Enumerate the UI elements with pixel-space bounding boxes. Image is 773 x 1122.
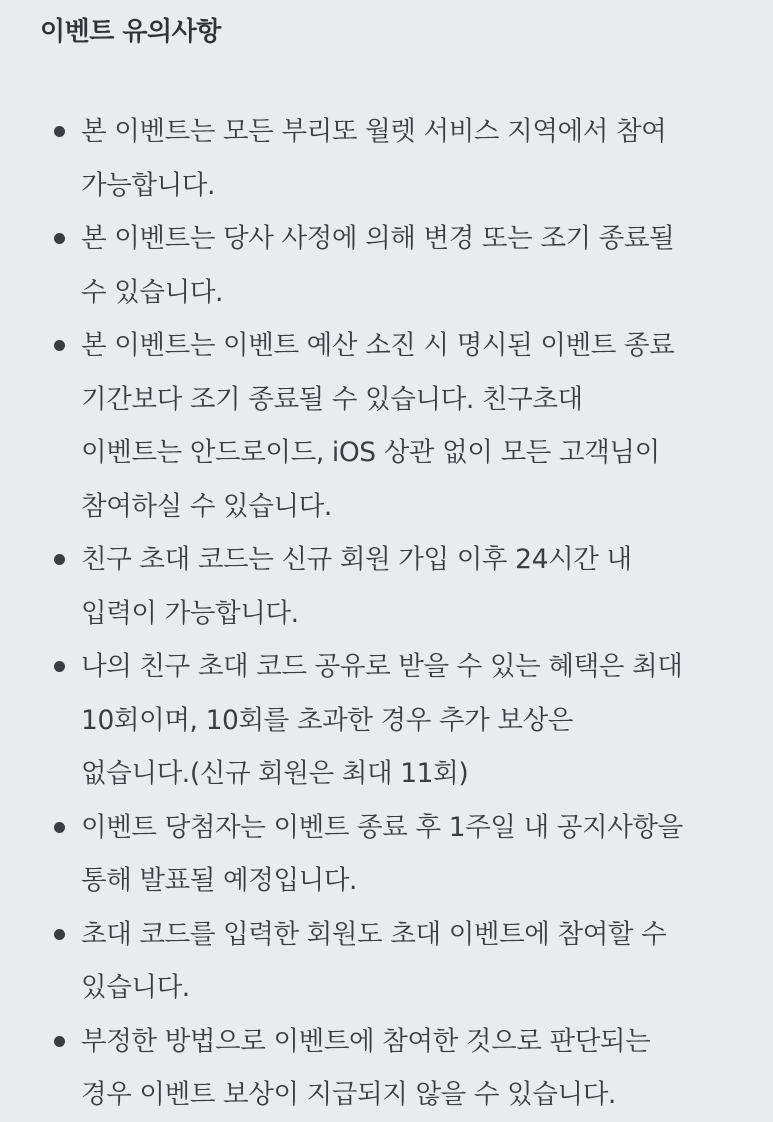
notice-item (40, 212, 743, 319)
bullet-dot-icon (54, 233, 65, 244)
notice-line: 10회이며, 10회를 초과한 경우 추가 보상은 (81, 704, 573, 736)
notice-item (40, 533, 743, 640)
notice-line: 부정한 방법으로 이벤트에 참여한 것으로 판단되는 (81, 1025, 651, 1057)
notice-title: 이벤트 유의사항 (40, 17, 221, 47)
notice-line: 수 있습니다. (81, 276, 224, 308)
notice-line: 참여하실 수 있습니다. (81, 490, 332, 522)
bullet-dot-icon (54, 1036, 65, 1047)
notice-line: 본 이벤트는 모든 부리또 월렛 서비스 지역에서 참여 (81, 116, 667, 147)
notice-item (40, 319, 743, 533)
bullet-dot-icon (54, 929, 65, 940)
notice-line: 없습니다.(신규 회원은 최대 11회) (81, 758, 469, 789)
notice-item (40, 908, 743, 1015)
notice-line: 친구 초대 코드는 신규 회원 가입 이후 24시간 내 (81, 544, 632, 575)
notice-item (40, 105, 743, 212)
bullet-dot-icon (54, 661, 65, 672)
notice-line: 있습니다. (81, 972, 190, 1003)
notice-line: 이벤트는 안드로이드, iOS 상관 없이 모든 고객님이 (81, 437, 660, 468)
notice-line: 이벤트 당첨자는 이벤트 종료 후 1주일 내 공지사항을 (81, 811, 683, 843)
bullet-dot-icon (54, 822, 65, 833)
notice-line: 경우 이벤트 보상이 지급되지 않을 수 있습니다. (81, 1079, 616, 1110)
notice-item (40, 1015, 743, 1122)
notice-line: 본 이벤트는 당사 사정에 의해 변경 또는 조기 종료될 (81, 223, 675, 254)
notice-line: 초대 코드를 입력한 회원도 초대 이벤트에 참여할 수 (81, 918, 667, 950)
notice-line: 기간보다 조기 종료될 수 있습니다. 친구초대 (81, 383, 583, 415)
notice-line: 통해 발표될 예정입니다. (81, 865, 358, 896)
notice-item (40, 640, 743, 801)
bullet-dot-icon (54, 126, 65, 137)
bullet-dot-icon (54, 554, 65, 565)
notice-line: 나의 친구 초대 코드 공유로 받을 수 있는 혜택은 최대 (81, 651, 683, 682)
notice-line: 입력이 가능합니다. (81, 597, 299, 629)
bullet-dot-icon (54, 340, 65, 351)
notice-line: 가능합니다. (81, 169, 216, 201)
notice-line: 본 이벤트는 이벤트 예산 소진 시 명시된 이벤트 종료 (81, 330, 675, 361)
notice-item (40, 801, 743, 908)
notice-list (40, 105, 743, 1122)
